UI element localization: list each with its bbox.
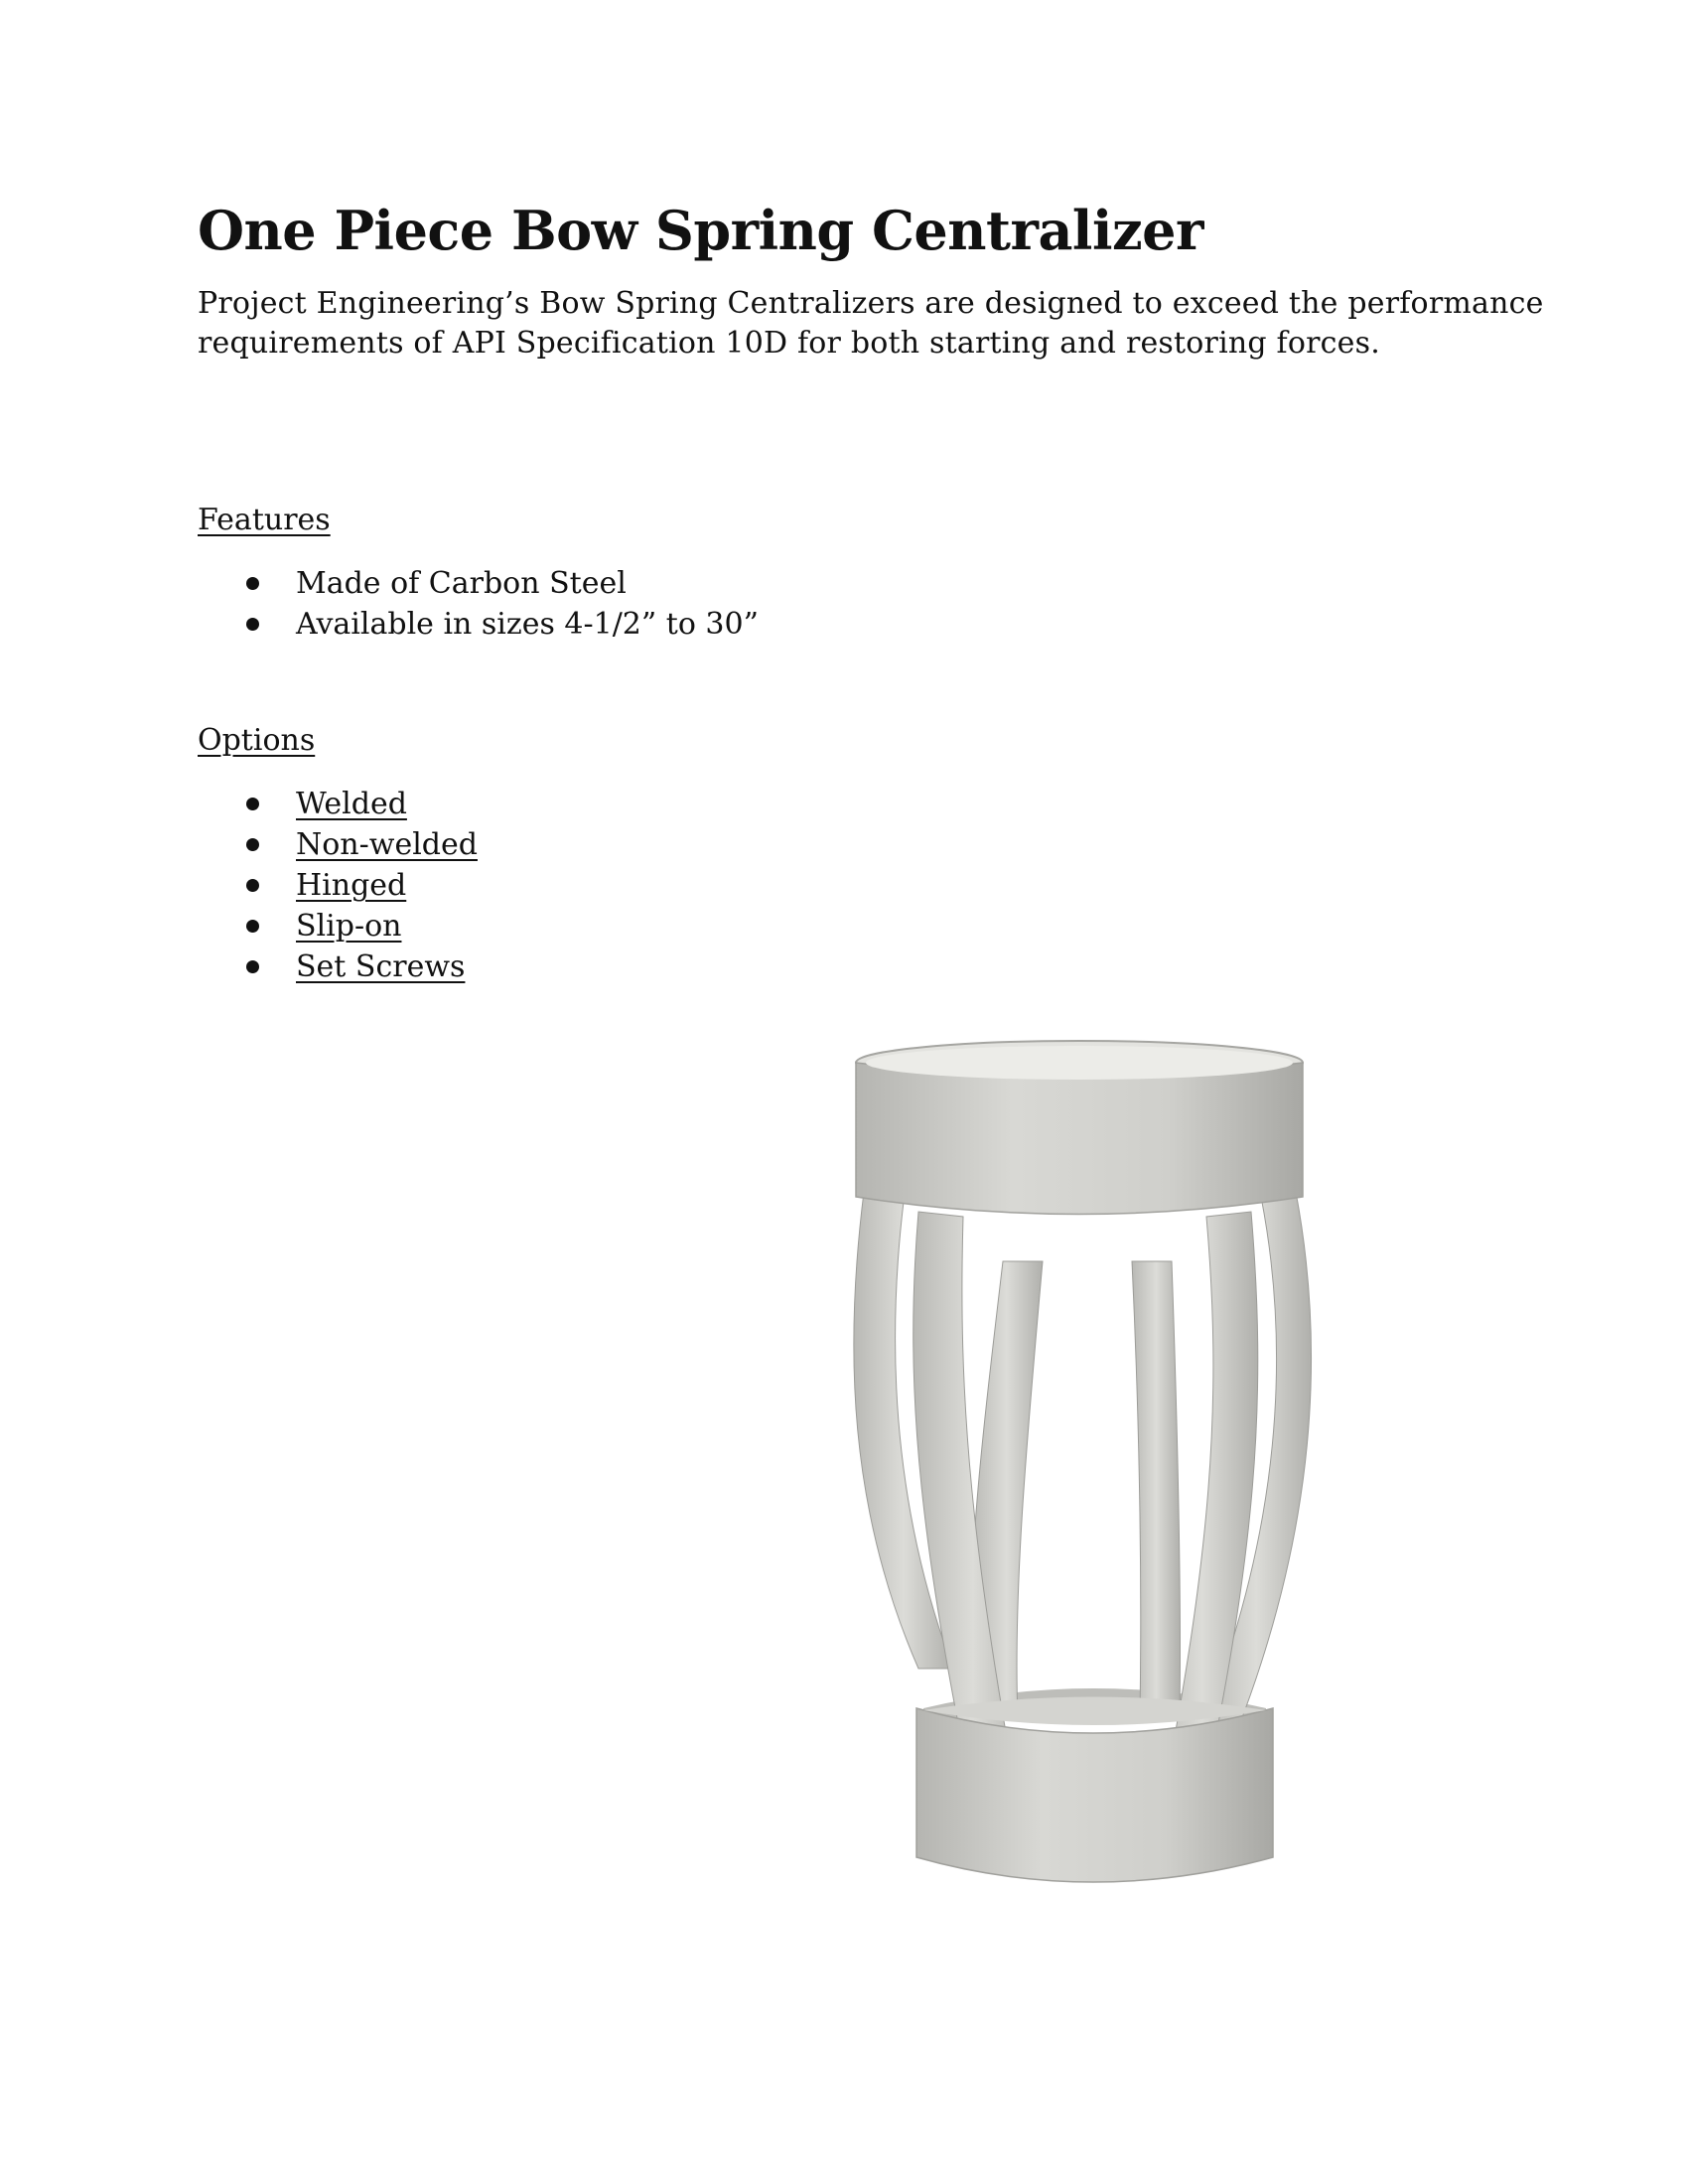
- bottom-ring-band: [916, 1708, 1273, 1882]
- features-list: [198, 563, 759, 645]
- feature-text: Available in sizes 4-1/2” to 30”: [296, 607, 759, 642]
- intro-paragraph: [198, 284, 1544, 364]
- option-welded[interactable]: Welded: [296, 787, 407, 821]
- list-item[interactable]: [198, 865, 478, 906]
- intro-line: requirements of API Specification 10D for both starting and restoring forces.: [198, 326, 1380, 361]
- list-item[interactable]: [198, 946, 478, 987]
- bullet-icon: [246, 960, 259, 973]
- feature-text: Made of Carbon Steel: [296, 566, 627, 601]
- intro-line: Project Engineering’s Bow Spring Centralizers are designed to exceed the performance: [198, 286, 1544, 321]
- bullet-icon: [246, 920, 259, 933]
- bullet-icon: [246, 577, 259, 590]
- list-item: [198, 563, 759, 604]
- bullet-icon: [246, 879, 259, 892]
- bow-spring: [1132, 1261, 1181, 1718]
- top-collar-band: [856, 1063, 1303, 1215]
- options-list: [198, 784, 478, 987]
- bullet-icon: [246, 798, 259, 810]
- list-item[interactable]: [198, 784, 478, 824]
- option-slip-on[interactable]: Slip-on: [296, 909, 402, 944]
- document-title: One Piece Bow Spring Centralizer: [198, 199, 1203, 262]
- option-hinged[interactable]: Hinged: [296, 868, 407, 903]
- bullet-icon: [246, 838, 259, 851]
- list-item[interactable]: [198, 906, 478, 946]
- option-set-screws[interactable]: Set Screws: [296, 949, 466, 984]
- options-heading: Options: [198, 723, 316, 758]
- list-item[interactable]: [198, 824, 478, 865]
- bullet-icon: [246, 618, 259, 631]
- top-collar-inner: [866, 1046, 1293, 1080]
- centralizer-image: [824, 1033, 1340, 2006]
- option-non-welded[interactable]: Non-welded: [296, 827, 478, 862]
- list-item: [198, 604, 759, 645]
- features-heading: Features: [198, 503, 331, 537]
